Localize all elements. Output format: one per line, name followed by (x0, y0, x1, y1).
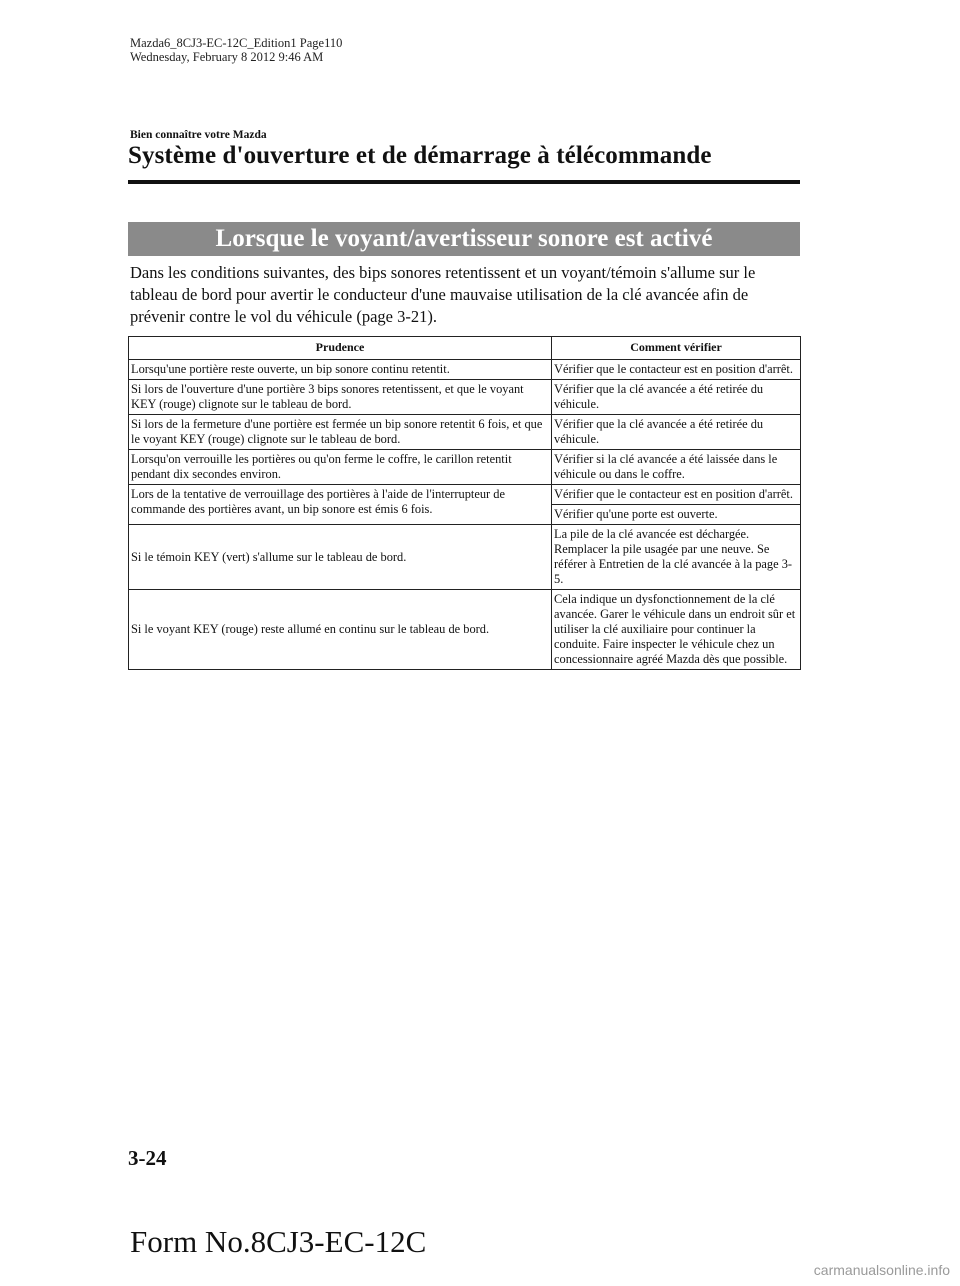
table-row (129, 450, 801, 485)
table-row (129, 360, 801, 380)
print-header-date: Wednesday, February 8 2012 9:46 AM (130, 50, 324, 64)
verifier-cell: Vérifier que la clé avancée a été retirée du véhicule. (552, 380, 801, 415)
form-number: Form No.8CJ3-EC-12C (130, 1224, 427, 1259)
table-row (129, 415, 801, 450)
table-row (129, 380, 801, 415)
prudence-cell: Si le témoin KEY (vert) s'allume sur le tableau de bord. (129, 525, 552, 590)
table-header-row (129, 337, 801, 360)
title-rule (128, 180, 800, 184)
verifier-cell: La pile de la clé avancée est déchargée. Remplacer la pile usagée par une neuve. Se référer à Entretien de la clé avancée à la page 3-5. (552, 525, 801, 590)
table-row (129, 525, 801, 590)
table-row (129, 590, 801, 670)
verifier-cell: Vérifier que la clé avancée a été retirée du véhicule. (552, 415, 801, 450)
verifier-cell: Vérifier que le contacteur est en position d'arrêt. (552, 360, 801, 380)
table-row (129, 485, 801, 505)
prudence-cell: Lors de la tentative de verrouillage des portières à l'aide de l'interrupteur de commande des portières avant, un bip sonore est émis 6 fois. (129, 485, 552, 525)
page-title: Système d'ouverture et de démarrage à télécommande (128, 142, 712, 169)
page-number: 3-24 (128, 1146, 167, 1170)
section-label: Bien connaître votre Mazda (130, 129, 267, 141)
section-banner: Lorsque le voyant/avertisseur sonore est activé (128, 222, 800, 256)
prudence-cell: Lorsqu'on verrouille les portières ou qu'on ferme le coffre, le carillon retentit pendant dix secondes environ. (129, 450, 552, 485)
verifier-cell: Vérifier que le contacteur est en position d'arrêt. (552, 485, 801, 505)
header-prudence: Prudence (129, 337, 552, 360)
prudence-cell: Si le voyant KEY (rouge) reste allumé en continu sur le tableau de bord. (129, 590, 552, 670)
prudence-cell: Si lors de la fermeture d'une portière est fermée un bip sonore retentit 6 fois, et que le voyant KEY (rouge) clignote sur le tableau de bord. (129, 415, 552, 450)
prudence-cell: Si lors de l'ouverture d'une portière 3 bips sonores retentissent, et que le voyant KEY (rouge) clignote sur le tableau de bord. (129, 380, 552, 415)
verifier-cell: Vérifier qu'une porte est ouverte. (552, 505, 801, 525)
caution-table (128, 336, 801, 670)
header-comment-verifier: Comment vérifier (552, 337, 801, 360)
print-header-file: Mazda6_8CJ3-EC-12C_Edition1 Page110 (130, 36, 343, 50)
verifier-cell: Cela indique un dysfonctionnement de la clé avancée. Garer le véhicule dans un endroit sûr et utiliser la clé auxiliaire pour continuer la conduite. Faire inspecter le véhicule chez un concessionnaire agréé Mazda dès que possible. (552, 590, 801, 670)
watermark: carmanualsonline.info (813, 1262, 950, 1278)
verifier-cell: Vérifier si la clé avancée a été laissée dans le véhicule ou dans le coffre. (552, 450, 801, 485)
prudence-cell: Lorsqu'une portière reste ouverte, un bip sonore continu retentit. (129, 360, 552, 380)
intro-paragraph: Dans les conditions suivantes, des bips sonores retentissent et un voyant/témoin s'allume sur le tableau de bord pour avertir le conducteur d'une mauvaise utilisation de la clé avancée afin de prévenir contre le vol du véhicule (page 3-21). (130, 263, 756, 326)
print-header (130, 36, 342, 64)
